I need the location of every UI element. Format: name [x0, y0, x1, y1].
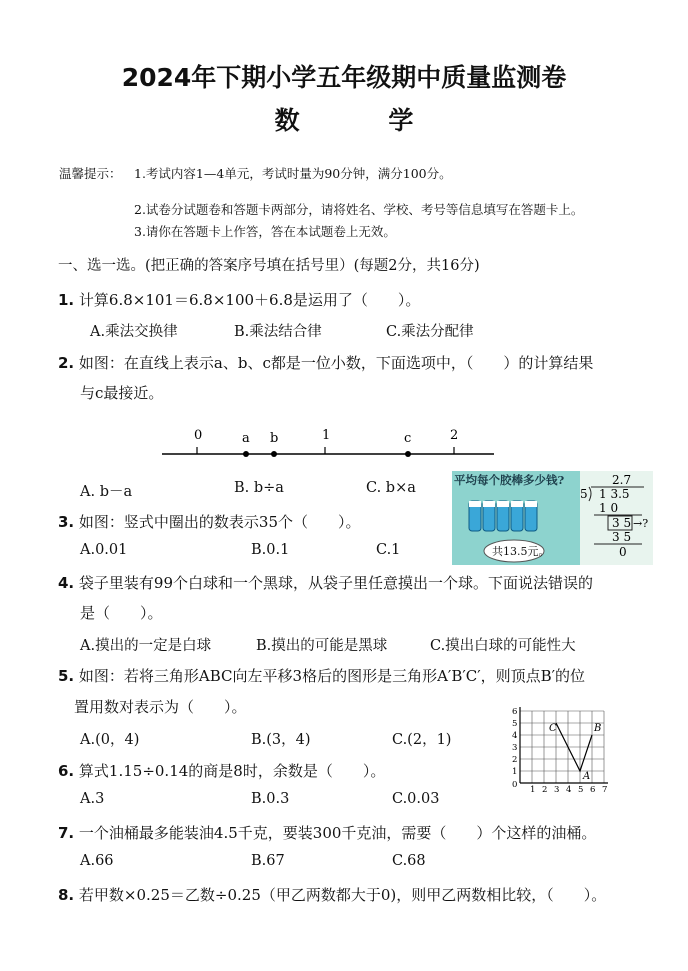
label-1: 1: [322, 428, 331, 443]
q6-option-a: A.3: [80, 791, 105, 807]
div-remainder: 3 5: [612, 516, 632, 530]
coordinate-grid: [506, 703, 618, 793]
q4-option-c: C.摸出白球的可能性大: [430, 638, 576, 654]
q7-option-b: B.67: [251, 853, 285, 869]
q6-option-b: B.0.3: [251, 791, 290, 807]
div-step2: 3 5: [612, 530, 632, 544]
notice-line-3: 3.请你在答题卡上作答，答在本试题卷上无效。: [134, 224, 396, 239]
svg-text:5: 5: [578, 785, 584, 793]
svg-text:5: 5: [512, 719, 518, 729]
div-dividend: 1 3.5: [599, 487, 630, 501]
svg-text:1: 1: [530, 785, 536, 793]
point-c-label: C: [549, 723, 557, 734]
y-axis-labels: [512, 707, 517, 790]
question-7: 7. 一个油桶最多能装油4.5千克，要装300千克油，需要（ ）个这样的油桶。: [58, 824, 597, 842]
exam-title: 2024年下期小学五年级期中质量监测卷: [121, 63, 567, 92]
question-5-cont: 置用数对表示为（ ）。: [74, 698, 247, 716]
point-a: [243, 451, 249, 457]
div-arrow: →?: [633, 517, 649, 530]
svg-text:2: 2: [542, 785, 548, 793]
point-c: [405, 451, 411, 457]
svg-text:4: 4: [566, 785, 572, 793]
q1-option-a: A.乘法交换律: [90, 324, 178, 340]
label-c: c: [404, 431, 412, 446]
div-quotient: 2.7: [612, 473, 632, 487]
q3-option-a: A.0.01: [80, 542, 128, 558]
q3-option-c: C.1: [376, 542, 401, 558]
notice-label: 温馨提示：: [59, 166, 122, 181]
svg-text:0: 0: [512, 780, 518, 790]
question-2-cont: 与c最接近。: [80, 384, 164, 402]
point-b-label: B: [594, 723, 602, 734]
q6-option-c: C.0.03: [392, 791, 440, 807]
point-a-label: A: [583, 771, 591, 782]
svg-text:3: 3: [512, 743, 518, 753]
label-b: b: [270, 431, 279, 446]
q3-option-b: B.0.1: [251, 542, 290, 558]
svg-text:7: 7: [602, 785, 608, 793]
svg-text:6: 6: [590, 785, 596, 793]
div-final: 0: [619, 545, 627, 559]
q1-option-b: B.乘法结合律: [234, 324, 322, 340]
section-1-heading: 一、选一选。(把正确的答案序号填在括号里）(每题2分，共16分): [58, 258, 480, 274]
question-4: 4. 袋子里装有99个白球和一个黑球，从袋子里任意摸出一个球。下面说法错误的: [58, 574, 594, 592]
q1-option-c: C.乘法分配律: [386, 324, 474, 340]
question-5: 5. 如图：若将三角形ABC向左平移3格后的图形是三角形A′B′C′，则顶点B′的位: [58, 667, 586, 685]
svg-text:6: 6: [512, 707, 518, 717]
q7-option-a: A.66: [80, 853, 114, 869]
div-divisor: 5: [580, 487, 588, 501]
label-a: a: [242, 431, 250, 446]
q5-option-c: C.(2，1): [392, 732, 452, 748]
photo-question: 平均每个胶棒多少钱?: [454, 473, 565, 487]
number-line: [158, 420, 498, 465]
q2-option-a: A. b－a: [80, 484, 133, 500]
q4-option-b: B.摸出的可能是黑球: [256, 638, 388, 654]
label-2: 2: [450, 428, 459, 443]
q5-option-b: B.(3，4): [251, 732, 311, 748]
q2-option-b: B. b÷a: [234, 480, 284, 496]
svg-text:4: 4: [512, 731, 518, 741]
q7-option-c: C.68: [392, 853, 426, 869]
point-b: [271, 451, 277, 457]
question-8: 8. 若甲数×0.25＝乙数÷0.25（甲乙两数都大于0)，则甲乙两数相比较，（ ）。: [58, 886, 607, 904]
photo-illustration: [452, 471, 653, 565]
grid-lines: [520, 711, 604, 783]
div-step1: 1 0: [599, 501, 619, 515]
question-6: 6. 算式1.15÷0.14的商是8时，余数是（ ）。: [58, 762, 386, 780]
question-3: 3. 如图：竖式中圈出的数表示35个（ ）。: [58, 513, 361, 531]
svg-text:2: 2: [512, 755, 518, 765]
q2-option-c: C. b×a: [366, 480, 416, 496]
question-1: 1. 计算6.8×101＝6.8×100＋6.8是运用了（ ）。: [58, 291, 421, 309]
q4-option-a: A.摸出的一定是白球: [80, 638, 212, 654]
notice-line-1: 1.考试内容1—4单元，考试时量为90分钟，满分100分。: [134, 166, 452, 181]
x-axis-labels: [530, 785, 607, 793]
svg-text:1: 1: [512, 767, 518, 777]
glue-sticks-icon: [469, 501, 537, 531]
photo-bubble: 共13.5元。: [492, 545, 550, 558]
notice-line-2: 2.试卷分试题卷和答题卡两部分，请将姓名、学校、考号等信息填写在答题卡上。: [134, 202, 584, 217]
subject-title: 数 学: [274, 106, 454, 135]
question-4-cont: 是（ ）。: [80, 604, 163, 622]
q5-option-a: A.(0，4): [80, 732, 140, 748]
svg-text:3: 3: [554, 785, 560, 793]
question-2: 2. 如图：在直线上表示a、b、c都是一位小数，下面选项中，（ ）的计算结果: [58, 354, 594, 372]
label-0: 0: [194, 428, 203, 443]
glue-stick-photo: [452, 471, 653, 565]
